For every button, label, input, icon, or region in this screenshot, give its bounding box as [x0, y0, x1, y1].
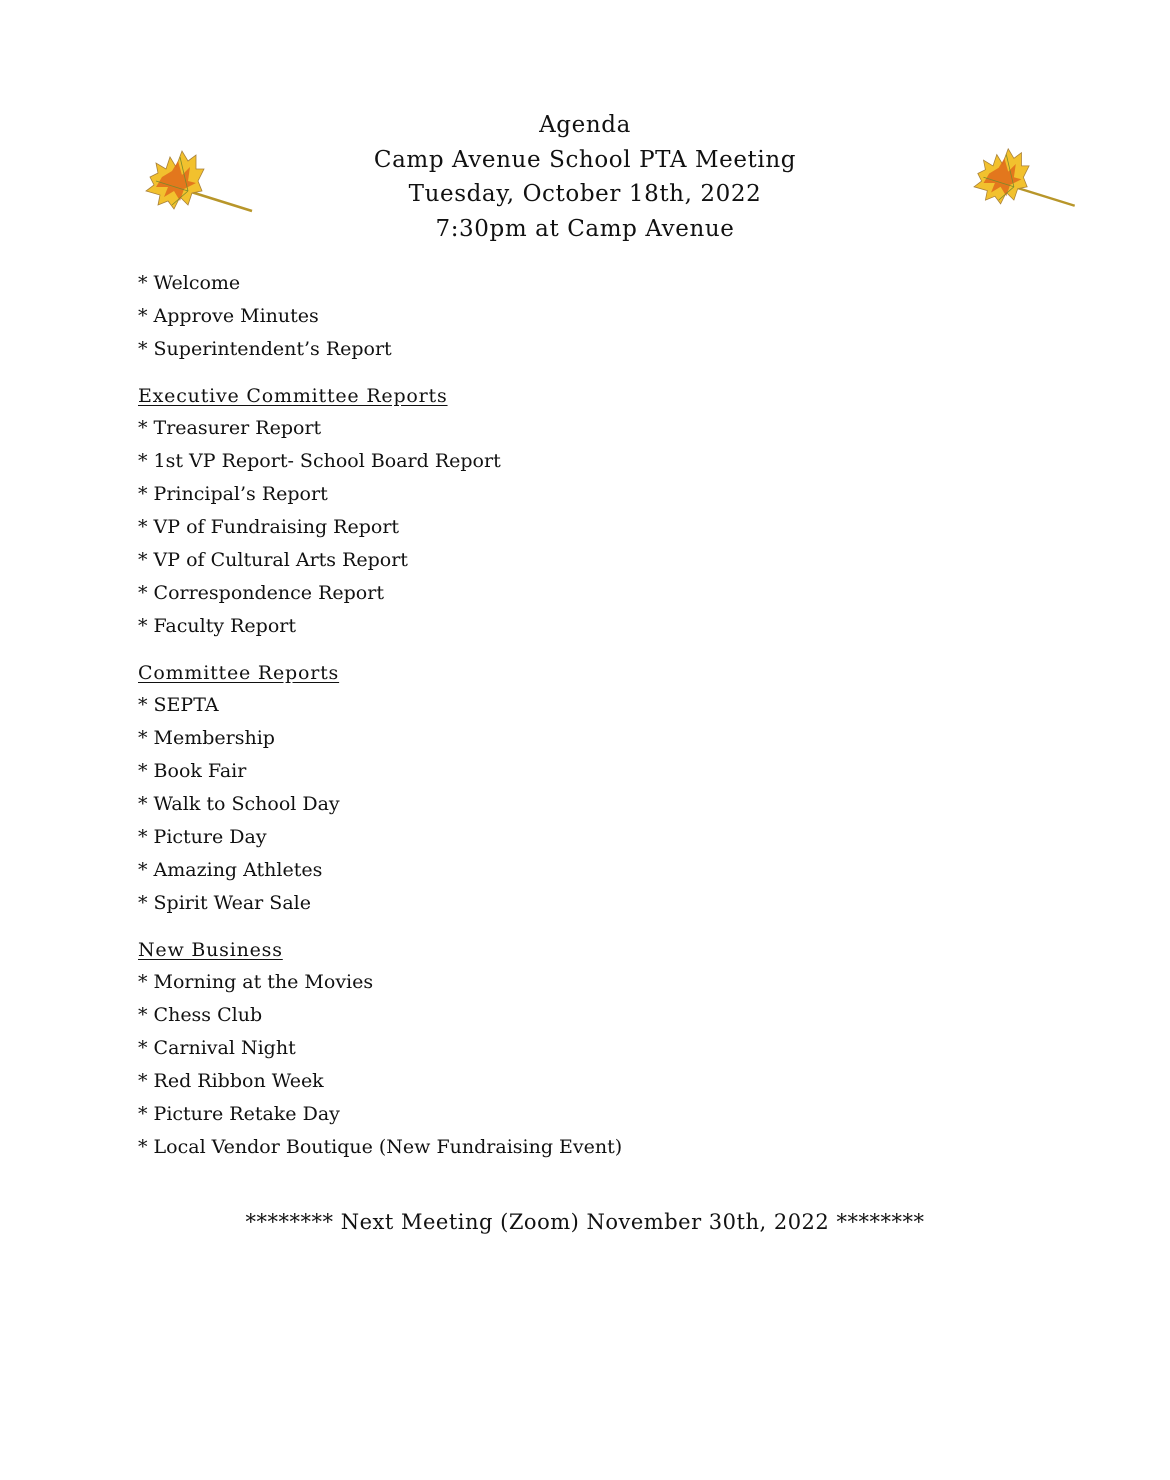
agenda-item: * Local Vendor Boutique (New Fundraising Event) — [138, 1136, 623, 1158]
agenda-body — [138, 267, 1038, 1164]
agenda-header — [0, 108, 1170, 246]
agenda-item: * Picture Retake Day — [138, 1103, 340, 1125]
agenda-item: * Red Ribbon Week — [138, 1070, 324, 1092]
agenda-item: * Book Fair — [138, 760, 247, 782]
meeting-time-place: 7:30pm at Camp Avenue — [435, 215, 735, 242]
agenda-item: * VP of Fundraising Report — [138, 516, 400, 538]
agenda-item: * Morning at the Movies — [138, 971, 374, 993]
agenda-item: * Walk to School Day — [138, 793, 340, 815]
meeting-name: Camp Avenue School PTA Meeting — [373, 146, 797, 173]
next-meeting-note: ******** Next Meeting (Zoom) November 30th, 2022 ******** — [245, 1210, 925, 1234]
agenda-item: * SEPTA — [138, 694, 219, 716]
agenda-item: * Superintendent’s Report — [138, 338, 392, 360]
agenda-item: * Picture Day — [138, 826, 267, 848]
agenda-item: * Principal’s Report — [138, 483, 328, 505]
agenda-item: * Treasurer Report — [138, 417, 322, 439]
agenda-item: * 1st VP Report- School Board Report — [138, 450, 501, 472]
agenda-item: * Chess Club — [138, 1004, 263, 1026]
agenda-item: * VP of Cultural Arts Report — [138, 549, 408, 571]
agenda-item: * Correspondence Report — [138, 582, 384, 604]
section-heading: New Business — [138, 939, 283, 961]
agenda-item: * Faculty Report — [138, 615, 296, 637]
section-heading: Executive Committee Reports — [138, 385, 448, 407]
agenda-item: * Approve Minutes — [138, 305, 319, 327]
section-heading: Committee Reports — [138, 662, 340, 684]
agenda-item: * Welcome — [138, 272, 241, 294]
agenda-item: * Membership — [138, 727, 275, 749]
agenda-item: * Carnival Night — [138, 1037, 296, 1059]
agenda-title: Agenda — [539, 112, 631, 138]
agenda-item: * Amazing Athletes — [138, 859, 323, 881]
meeting-date: Tuesday, October 18th, 2022 — [408, 181, 762, 207]
agenda-item: * Spirit Wear Sale — [138, 892, 311, 914]
